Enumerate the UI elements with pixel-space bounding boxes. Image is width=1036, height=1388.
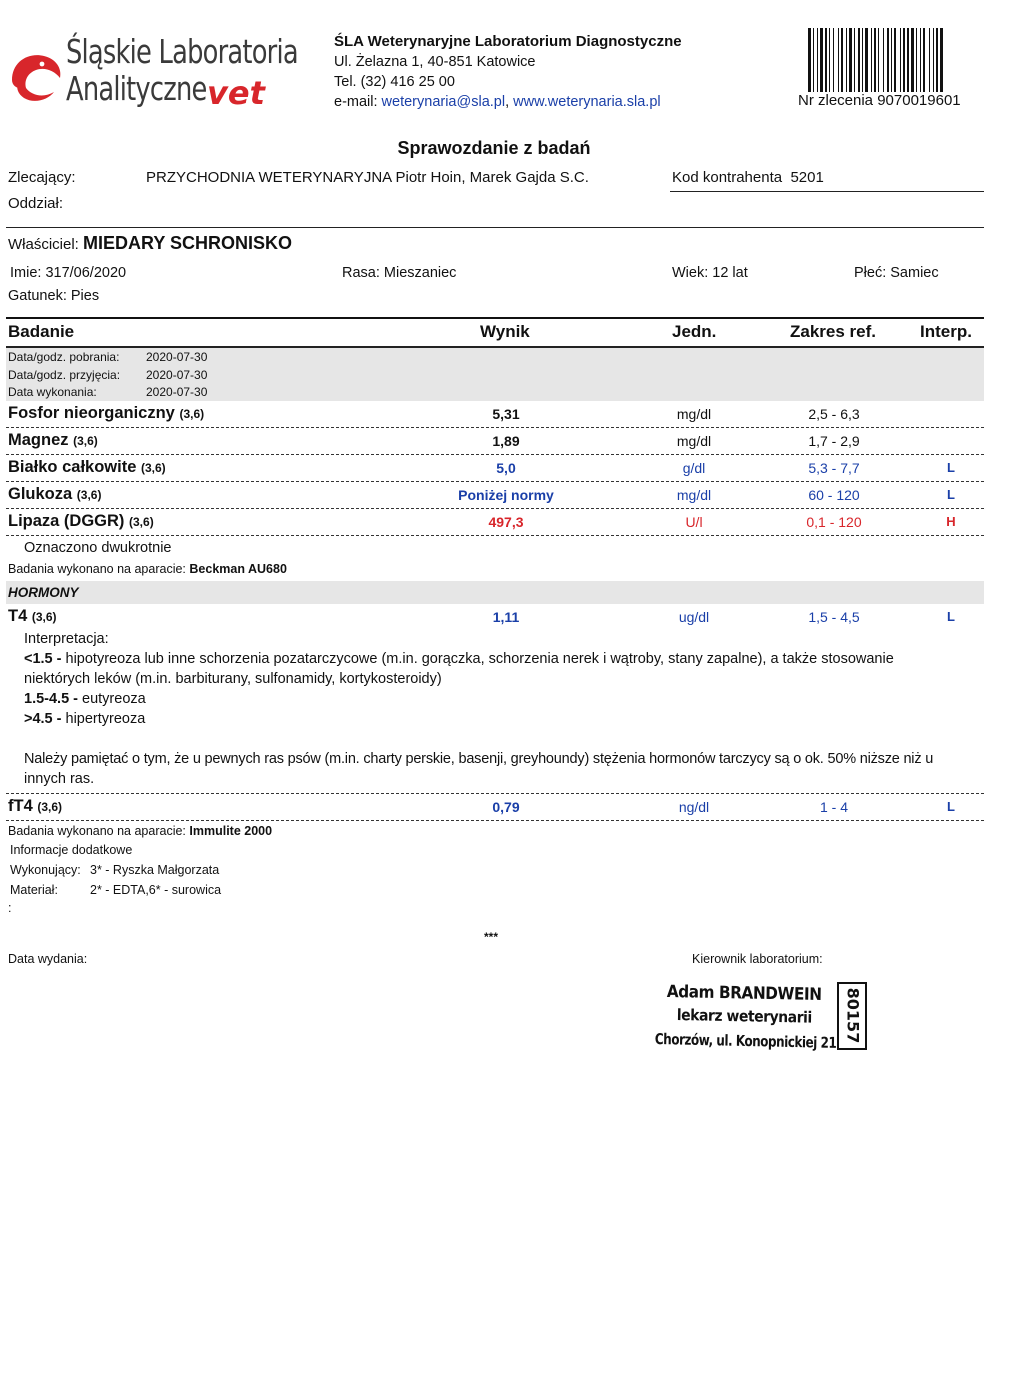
- test-result: 1,11: [492, 609, 520, 625]
- department-label: Oddział:: [8, 195, 64, 212]
- table-row: [6, 428, 984, 455]
- additional-info-label: Informacje dodatkowe: [10, 843, 133, 857]
- test-reference: 0,1 - 120: [806, 514, 862, 530]
- signature-stamp: [655, 978, 875, 1058]
- test-result: 5,31: [492, 406, 520, 422]
- test-name: Lipaza (DGGR) (3,6): [8, 512, 154, 530]
- patient-name: Imie: 317/06/2020: [10, 265, 127, 281]
- stamp-number: 80157: [843, 987, 863, 1044]
- test-result: 1,89: [492, 433, 520, 449]
- test-interp: L: [947, 460, 955, 475]
- logo-text-line1: Śląskie Laboratoria: [66, 32, 298, 71]
- test-result: Poniżej normy: [458, 487, 554, 503]
- received-date-value: 2020-07-30: [146, 368, 208, 382]
- performer-label: Wykonujący:: [10, 863, 81, 877]
- test-reference: 60 - 120: [808, 487, 860, 503]
- ordering-label: Zlecający:: [8, 169, 76, 186]
- collection-date-label: Data/godz. pobrania:: [8, 350, 120, 364]
- test-reference: 1 - 4: [819, 799, 848, 815]
- device-label: Badania wykonano na aparacie:: [8, 824, 186, 838]
- table-row: [6, 509, 984, 536]
- ordering-value: PRZYCHODNIA WETERYNARYJNA Piotr Hoin, Marek Gajda S.C.: [146, 169, 589, 186]
- test-reference: 5,3 - 7,7: [808, 460, 860, 476]
- received-date-label: Data/godz. przyjęcia:: [8, 368, 121, 382]
- patient-breed: Rasa: Mieszaniec: [342, 265, 457, 281]
- performed-date-label: Data wykonania:: [8, 385, 97, 399]
- divider: [6, 227, 984, 228]
- test-unit: U/l: [685, 514, 703, 530]
- test-reference: 1,7 - 2,9: [808, 433, 860, 449]
- order-number: [798, 92, 961, 109]
- test-interp: L: [947, 487, 955, 502]
- contractor-label: Kod kontrahenta: [672, 169, 783, 186]
- report-title: Sprawozdanie z badań: [397, 138, 591, 158]
- interpretation-line: 1.5-4.5 - eutyreoza: [24, 691, 146, 707]
- logo-vet: vet: [207, 74, 265, 112]
- order-number-value: 9070019601: [877, 92, 961, 109]
- test-name: Białko całkowite (3,6): [8, 458, 166, 476]
- section-title-hormones: HORMONY: [8, 585, 79, 600]
- interpretation-line: niektórych leków (m.in. barbiturany, sulfonamidy, kortykosteroidy): [24, 671, 442, 687]
- lab-address: Ul. Żelazna 1, 40-851 Katowice: [334, 54, 536, 70]
- stamp-address: Chorzów, ul. Konopnickiej 21: [654, 1030, 837, 1052]
- owner: [8, 233, 292, 254]
- test-unit: ng/dl: [678, 799, 710, 815]
- barcode-graphic: [808, 28, 976, 92]
- test-interp: H: [946, 514, 956, 529]
- device-label: Badania wykonano na aparacie:: [8, 562, 186, 576]
- issue-date-label: Data wydania:: [8, 952, 88, 966]
- test-reference: 2,5 - 6,3: [808, 406, 860, 422]
- test-unit: mg/dl: [676, 487, 712, 503]
- section-band: [6, 581, 984, 604]
- test-unit: g/dl: [682, 460, 706, 476]
- test-name: Fosfor nieorganiczny (3,6): [8, 404, 205, 422]
- website-link[interactable]: www.weterynaria.sla.pl: [513, 94, 661, 110]
- patient-species: Gatunek: Pies: [8, 288, 100, 304]
- material-label: Materiał:: [10, 883, 58, 897]
- col-header-unit: Jedn.: [672, 322, 717, 341]
- test-result: 497,3: [488, 514, 524, 530]
- test-unit: mg/dl: [676, 433, 712, 449]
- collection-date-value: 2020-07-30: [146, 350, 208, 364]
- test-result: 5,0: [496, 460, 516, 476]
- interpretation-title: Interpretacja:: [24, 631, 109, 647]
- double-measurement-note: Oznaczono dwukrotnie: [24, 540, 172, 556]
- test-result: 0,79: [492, 799, 520, 815]
- performer-value: 3* - Ryszka Małgorzata: [90, 863, 220, 877]
- end-marker: ***: [484, 930, 499, 944]
- table-row: [6, 482, 984, 509]
- contractor-value: 5201: [790, 169, 824, 186]
- test-name: fT4 (3,6): [8, 797, 63, 815]
- device-name: Beckman AU680: [189, 562, 287, 576]
- sample-dates-band: [6, 348, 984, 401]
- stamp-number-box: [837, 982, 867, 1050]
- stamp-title: lekarz weterynarii: [676, 1006, 812, 1027]
- test-unit: mg/dl: [676, 406, 712, 422]
- contact-separator: ,: [505, 94, 514, 110]
- device-name: Immulite 2000: [189, 824, 273, 838]
- device-info: [8, 562, 287, 576]
- logo-text-line2: Analityczne: [66, 69, 207, 108]
- lab-manager-label: Kierownik laboratorium:: [692, 952, 823, 966]
- patient-sex: Płeć: Samiec: [854, 265, 939, 281]
- lab-phone: Tel. (32) 416 25 00: [334, 74, 455, 90]
- test-interp: L: [947, 609, 955, 624]
- col-header-test: Badanie: [8, 322, 75, 341]
- test-name: Glukoza (3,6): [8, 485, 102, 503]
- device-info: [8, 824, 272, 838]
- material-value: 2* - EDTA,6* - surowica: [90, 883, 222, 897]
- email-label: e-mail:: [334, 94, 382, 110]
- table-row: [6, 401, 984, 428]
- interpretation-line: >4.5 - hipertyreoza: [24, 711, 146, 727]
- interpretation-line: <1.5 - hipotyreoza lub inne schorzenia pozatarczycowe (m.in. gorączka, schorzenia nerek i wątroby, stany zapalne), a także stosowanie: [24, 651, 894, 667]
- col-header-interpretation: Interp.: [920, 322, 972, 341]
- lab-contact: [334, 94, 661, 110]
- performed-date-value: 2020-07-30: [146, 385, 208, 399]
- col-header-reference: Zakres ref.: [790, 322, 876, 341]
- table-row: [6, 604, 984, 632]
- test-name: Magnez (3,6): [8, 431, 98, 449]
- owner-label: Właściciel:: [8, 236, 79, 253]
- test-name: T4 (3,6): [8, 607, 57, 625]
- email-link[interactable]: weterynaria@sla.pl: [381, 94, 506, 110]
- lab-name: ŚLA Weterynaryjne Laboratorium Diagnostyczne: [334, 33, 682, 50]
- order-number-label: Nr zlecenia: [798, 92, 874, 109]
- breed-note-continued: innych ras.: [24, 771, 95, 787]
- contractor-code: [672, 169, 824, 186]
- table-row: [6, 455, 984, 482]
- stamp-name: Adam BRANDWEIN: [666, 982, 822, 1005]
- owner-value: MIEDARY SCHRONISKO: [83, 233, 293, 253]
- breed-note: Należy pamiętać o tym, że u pewnych ras psów (m.in. charty perskie, basenji, greyhoundy) stężenia hormonów tarczycy są o ok. 50% niższe niż u: [24, 751, 934, 767]
- table-row: [6, 794, 984, 821]
- test-reference: 1,5 - 4,5: [808, 609, 860, 625]
- divider: [670, 191, 984, 192]
- col-header-result: Wynik: [480, 322, 530, 341]
- trailing-colon: :: [8, 901, 12, 915]
- patient-age: Wiek: 12 lat: [672, 265, 748, 281]
- table-top-border: [6, 317, 984, 319]
- test-interp: L: [947, 799, 955, 814]
- test-unit: ug/dl: [678, 609, 710, 625]
- logo-bird-icon: [4, 40, 66, 110]
